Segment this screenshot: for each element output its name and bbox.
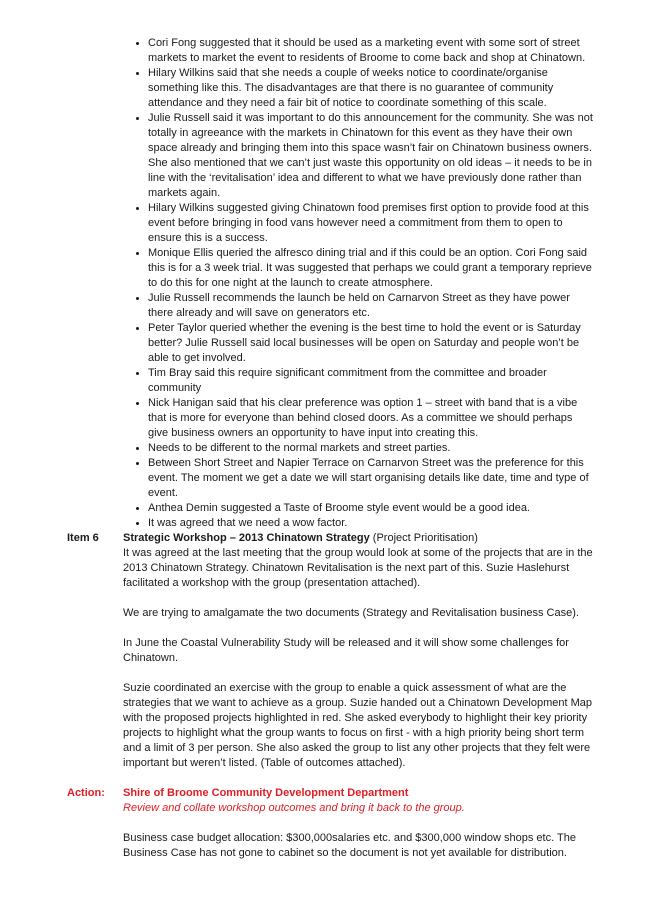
action-content: [123, 786, 595, 861]
bullet-item: • Needs to be different to the normal markets and street parties.: [148, 441, 595, 456]
budget-note: Business case budget allocation: $300,000salaries etc. and $300,000 window shops etc. The Business Case has not gone to cabinet so the document is not yet available for distribution.: [123, 832, 576, 859]
bullet-item: • Hilary Wilkins said that she needs a couple of weeks notice to coordinate/organise something like this. The disadvantages are that there is no guarantee of community attendance and they need a fair bit of notice to coordinate something of this scale.: [148, 66, 595, 111]
discussion-section: [67, 36, 595, 531]
item6-paragraph: Suzie coordinated an exercise with the group to enable a quick assessment of what are the strategies that we want to achieve as a group. Suzie handed out a Chinatown Development Map with the proposed projects highlighted in red. She asked everybody to highlight their key priority projects to highlight what the group wants to focus on first - with a high priority being short term and a limit of 3 per person. She also asked the group to list any other projects that they felt were important but weren’t listed. (Table of outcomes attached).: [123, 682, 593, 769]
action-department: Shire of Broome Community Development Department: [123, 787, 409, 799]
item6-title-bold: Strategic Workshop – 2013 Chinatown Strategy: [123, 532, 370, 544]
item6-title: [123, 531, 595, 546]
bullet-item: • Tim Bray said this require significant commitment from the committee and broader community: [148, 366, 595, 396]
item6-paragraph: In June the Coastal Vulnerability Study will be released and it will show some challenges for Chinatown.: [123, 637, 569, 664]
bullet-item: • Cori Fong suggested that it should be used as a marketing event with some sort of street markets to market the event to residents of Broome to come back and shop at Chinatown.: [148, 36, 595, 66]
bullet-item: • Hilary Wilkins suggested giving Chinatown food premises first option to provide food at this event before bringing in food vans however need a commitment from them to open to ensure this is a success.: [148, 201, 595, 246]
bullet-item: • Julie Russell said it was important to do this announcement for the community. She was not totally in agreeance with the markets in Chinatown for this event as they have their own space already and bringing them into this space wasn’t fair on Chinatown business owners. She also mentioned that we can’t just waste this opportunity on old ideas – it needs to be in line with the ‘revitalisation’ idea and different to what we have previously done rather than markets again.: [148, 111, 595, 201]
item6-title-normal: (Project Prioritisation): [369, 532, 478, 544]
bullet-item: • Between Short Street and Napier Terrace on Carnarvon Street was the preference for this event. The moment we get a date we will start organising details like date, time and type of event.: [148, 456, 595, 501]
bullet-item: • Monique Ellis queried the alfresco dining trial and if this could be an option. Cori Fong said this is for a 3 week trial. It was suggested that perhaps we could grant a temporary reprieve to do this for one night at the launch to create atmosphere.: [148, 246, 595, 291]
item6-paragraph: It was agreed at the last meeting that the group would look at some of the projects that are in the 2013 Chinatown Strategy. Chinatown Revitalisation is the next part of this. Suzie Haslehurst facilitated a workshop with the group (presentation attached).: [123, 547, 593, 589]
action-section: [67, 786, 595, 861]
item6-section: [67, 531, 595, 786]
bullet-item: • Peter Taylor queried whether the evening is the best time to hold the event or is Saturday better? Julie Russell said local businesses will be open on Saturday and people won’t be able to get involved.: [148, 321, 595, 366]
discussion-content: [123, 36, 595, 531]
bullet-item: • Nick Hanigan said that his clear preference was option 1 – street with band that is a vibe that is more for everyone than behind closed doors. As a committee we should perhaps give business owners an opportunity to have input into creating this.: [148, 396, 595, 441]
item6-paragraph: We are trying to amalgamate the two documents (Strategy and Revitalisation business Case).: [123, 607, 579, 619]
bullet-item: • It was agreed that we need a wow factor.: [148, 516, 595, 531]
item6-content: [123, 531, 595, 786]
action-label: Action:: [67, 787, 105, 799]
action-instruction: Review and collate workshop outcomes and bring it back to the group.: [123, 802, 465, 814]
item6-label: Item 6: [67, 532, 99, 544]
bullet-item: • Anthea Demin suggested a Taste of Broome style event would be a good idea.: [148, 501, 595, 516]
minutes-bullet-list: [123, 36, 595, 531]
bullet-item: • Julie Russell recommends the launch be held on Carnarvon Street as they have power there already and will save on generators etc.: [148, 291, 595, 321]
